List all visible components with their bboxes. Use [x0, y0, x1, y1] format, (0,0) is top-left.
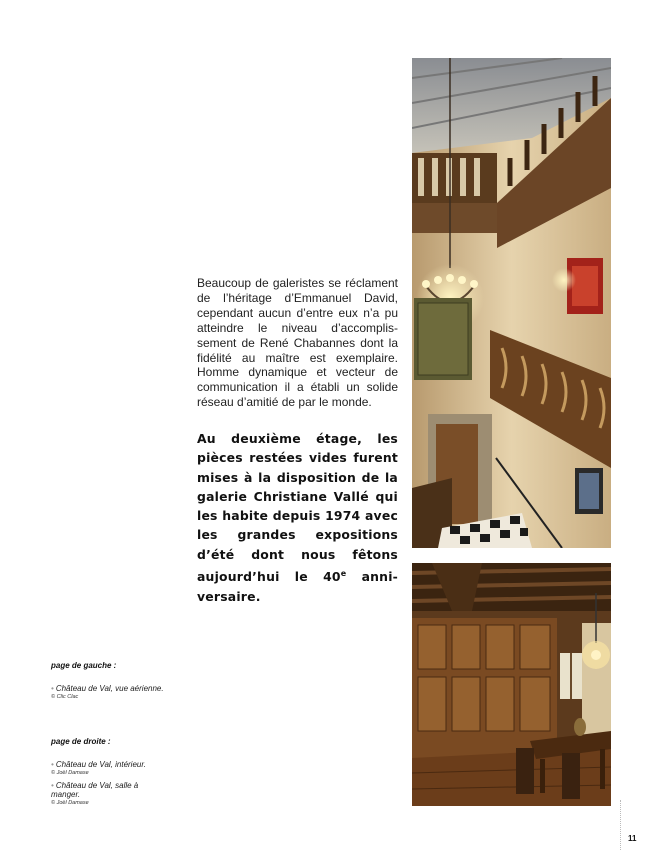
lead-end: anni-versaire. — [197, 569, 398, 604]
photo-credit: © Clic Clac — [51, 694, 79, 700]
caption-item: • Château de Val, salle à manger. — [51, 781, 139, 799]
article-paragraph: Beaucoup de galeristes se réclament de l’héritage d’Emmanuel David, cependant aucun d’entre eux n’a pu atteindre le niveau d’accomplis-sement de René Chabannes dont la fidélité au maître est exemplaire. Homme dynamique et vecteur de communication il a établi un solide réseau d’amitié de par le monde. — [197, 276, 398, 410]
caption-item: • Château de Val, intérieur. — [51, 760, 146, 769]
bullet-icon: • — [51, 760, 54, 769]
photo-credit: © Joël Damase — [51, 770, 89, 776]
captions-left-page — [51, 661, 191, 700]
caption-item: • Château de Val, vue aérienne. — [51, 684, 164, 693]
dining-room-illustration — [412, 563, 611, 806]
article-lead — [197, 429, 398, 606]
photo-dining-room — [412, 563, 611, 806]
bullet-icon: • — [51, 684, 54, 693]
page-divider — [620, 800, 621, 850]
lead-main: Au deuxième étage, les pièces restées vides furent mises à la disposition de la galerie Christiane Vallé qui les habite depuis 1974 avec les grandes expositions d’été dont nous fêtons aujourd’hui le 40 — [197, 431, 398, 585]
photo-credit: © Joël Damase — [51, 800, 89, 806]
page-number: 11 — [628, 834, 637, 843]
caption-heading-left: page de gauche : — [51, 661, 117, 670]
captions-right-page — [51, 737, 191, 806]
lead-superscript: e — [340, 569, 347, 579]
staircase-illustration — [412, 58, 611, 548]
caption-heading-right: page de droite : — [51, 737, 111, 746]
bullet-icon: • — [51, 781, 54, 790]
photo-staircase-interior — [412, 58, 611, 548]
